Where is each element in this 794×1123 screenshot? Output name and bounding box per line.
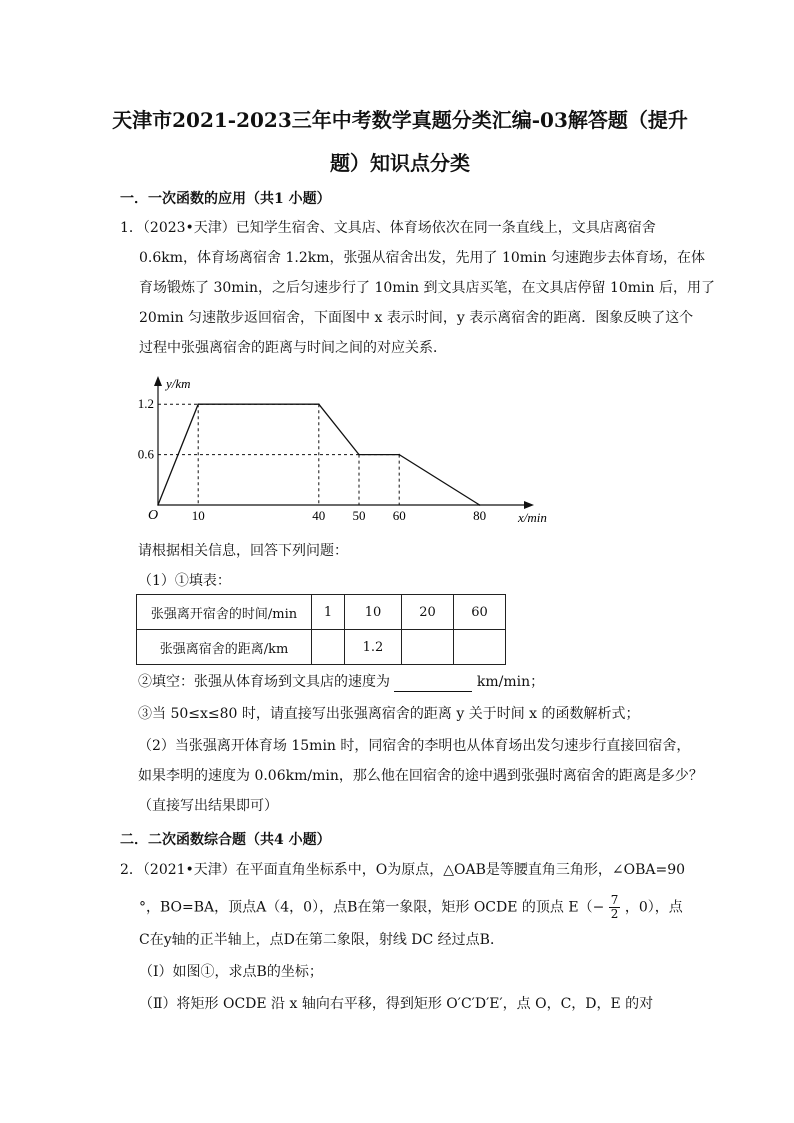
part2-text-line: （直接写出结果即可） bbox=[138, 798, 278, 814]
q2-text-part: ，0），点 bbox=[624, 899, 683, 916]
table-cell: 1.2 bbox=[345, 630, 402, 665]
data-point bbox=[318, 403, 320, 405]
fill-in-2-text: ②填空：张强从体育场到文具店的速度为 bbox=[138, 674, 390, 690]
data-point bbox=[157, 504, 159, 506]
table-row-label: 张强离宿舍的距离/km bbox=[137, 630, 312, 665]
table-cell: 60 bbox=[454, 595, 506, 630]
table-row bbox=[137, 595, 506, 630]
document-title-line1: 天津市2021-2023三年中考数学真题分类汇编-03解答题（提升 bbox=[112, 108, 688, 132]
fraction bbox=[609, 894, 621, 921]
table-cell bbox=[312, 630, 345, 665]
y-axis-label: y/km bbox=[166, 376, 191, 391]
q1-text-line: 过程中张强离宿舍的距离与时间之间的对应关系． bbox=[139, 340, 447, 356]
table-cell bbox=[454, 630, 506, 665]
data-point bbox=[358, 454, 360, 456]
y-tick-label: 0.6 bbox=[137, 446, 154, 462]
table-cell: 10 bbox=[345, 595, 402, 630]
answer-blank bbox=[394, 677, 472, 692]
q2-text-line: （Ⅱ）将矩形 OCDE 沿 x 轴向右平移，得到矩形 O′C′D′E′，点 O，C，D，E 的对 bbox=[139, 996, 654, 1012]
table-cell: 1 bbox=[312, 595, 345, 630]
q1-text-line: 育场锻炼了 30min，之后匀速步行了 10min 到文具店买笔，在文具店停留 10min 后，用了 bbox=[139, 280, 716, 296]
data-point bbox=[479, 504, 481, 506]
fraction-numerator: 7 bbox=[610, 893, 619, 907]
x-tick-label: 60 bbox=[392, 508, 406, 523]
fill-in-3: ③当 50≤x≤80 时，请直接写出张强离宿舍的距离 y 关于时间 x 的函数解析式； bbox=[138, 706, 640, 722]
q2-text-line: C在y轴的正半轴上，点D在第二象限，射线 DC 经过点B． bbox=[139, 932, 504, 948]
y-axis-arrow bbox=[154, 376, 162, 386]
q2-text-line: 2．（2021•天津）在平面直角坐标系中，O为原点，△OAB是等腰直角三角形，∠OBA=90 bbox=[120, 862, 686, 878]
data-point bbox=[197, 403, 199, 405]
q1-text-line: 20min 匀速散步返回宿舍，下面图中 x 表示时间，y 表示离宿舍的距离．图象反映了这个 bbox=[139, 310, 694, 326]
q2-text-part: °，BO=BA，顶点A（4，0），点B在第一象限，矩形 OCDE 的顶点 E（− bbox=[139, 899, 605, 916]
q1-text-line: 1．（2023•天津）已知学生宿舍、文具店、体育场依次在同一条直线上，文具店离宿舍 bbox=[120, 220, 656, 236]
x-tick-label: 80 bbox=[473, 508, 487, 523]
section-heading-1: 一．一次函数的应用（共1 小题） bbox=[120, 191, 331, 207]
section-heading-2: 二．二次函数综合题（共4 小题） bbox=[120, 832, 331, 848]
part2-text-line: 如果李明的速度为 0.06km/min，那么他在回宿舍的途中遇到张强时离宿舍的距离是多少？ bbox=[138, 768, 703, 784]
x-tick-label: 40 bbox=[312, 508, 326, 523]
part2-text-line: （2）当张强离开体育场 15min 时，同宿舍的李明也从体育场出发匀速步行直接回宿舍， bbox=[138, 738, 691, 754]
fraction-denominator: 2 bbox=[610, 907, 619, 921]
table-cell bbox=[402, 630, 454, 665]
table-row-label: 张强离开宿舍的时间/min bbox=[137, 595, 312, 630]
distance-time-chart bbox=[137, 372, 560, 532]
q1-text-line: 0.6km，体育场离宿舍 1.2km，张强从宿舍出发，先用了 10min 匀速跑步去体育场，在体 bbox=[139, 250, 705, 266]
document-title-line2: 题）知识点分类 bbox=[330, 151, 470, 175]
x-axis-arrow bbox=[524, 501, 534, 509]
fill-in-2-unit: km/min； bbox=[476, 674, 545, 690]
q2-text-line: （Ⅰ）如图①，求点B的坐标； bbox=[139, 964, 323, 980]
part1-heading: （1）①填表： bbox=[138, 573, 231, 589]
instruction-text: 请根据相关信息，回答下列问题： bbox=[138, 543, 348, 559]
fill-in-2 bbox=[138, 672, 544, 692]
origin-label: O bbox=[148, 508, 159, 523]
x-axis-label: x/min bbox=[518, 510, 547, 525]
table-cell: 20 bbox=[402, 595, 454, 630]
x-tick-label: 10 bbox=[191, 508, 205, 523]
y-tick-label: 1.2 bbox=[137, 396, 154, 412]
q2-text-line-2 bbox=[139, 894, 683, 921]
data-point bbox=[398, 454, 400, 456]
fill-table bbox=[136, 594, 506, 665]
x-tick-label: 50 bbox=[352, 508, 366, 523]
table-row bbox=[137, 630, 506, 665]
